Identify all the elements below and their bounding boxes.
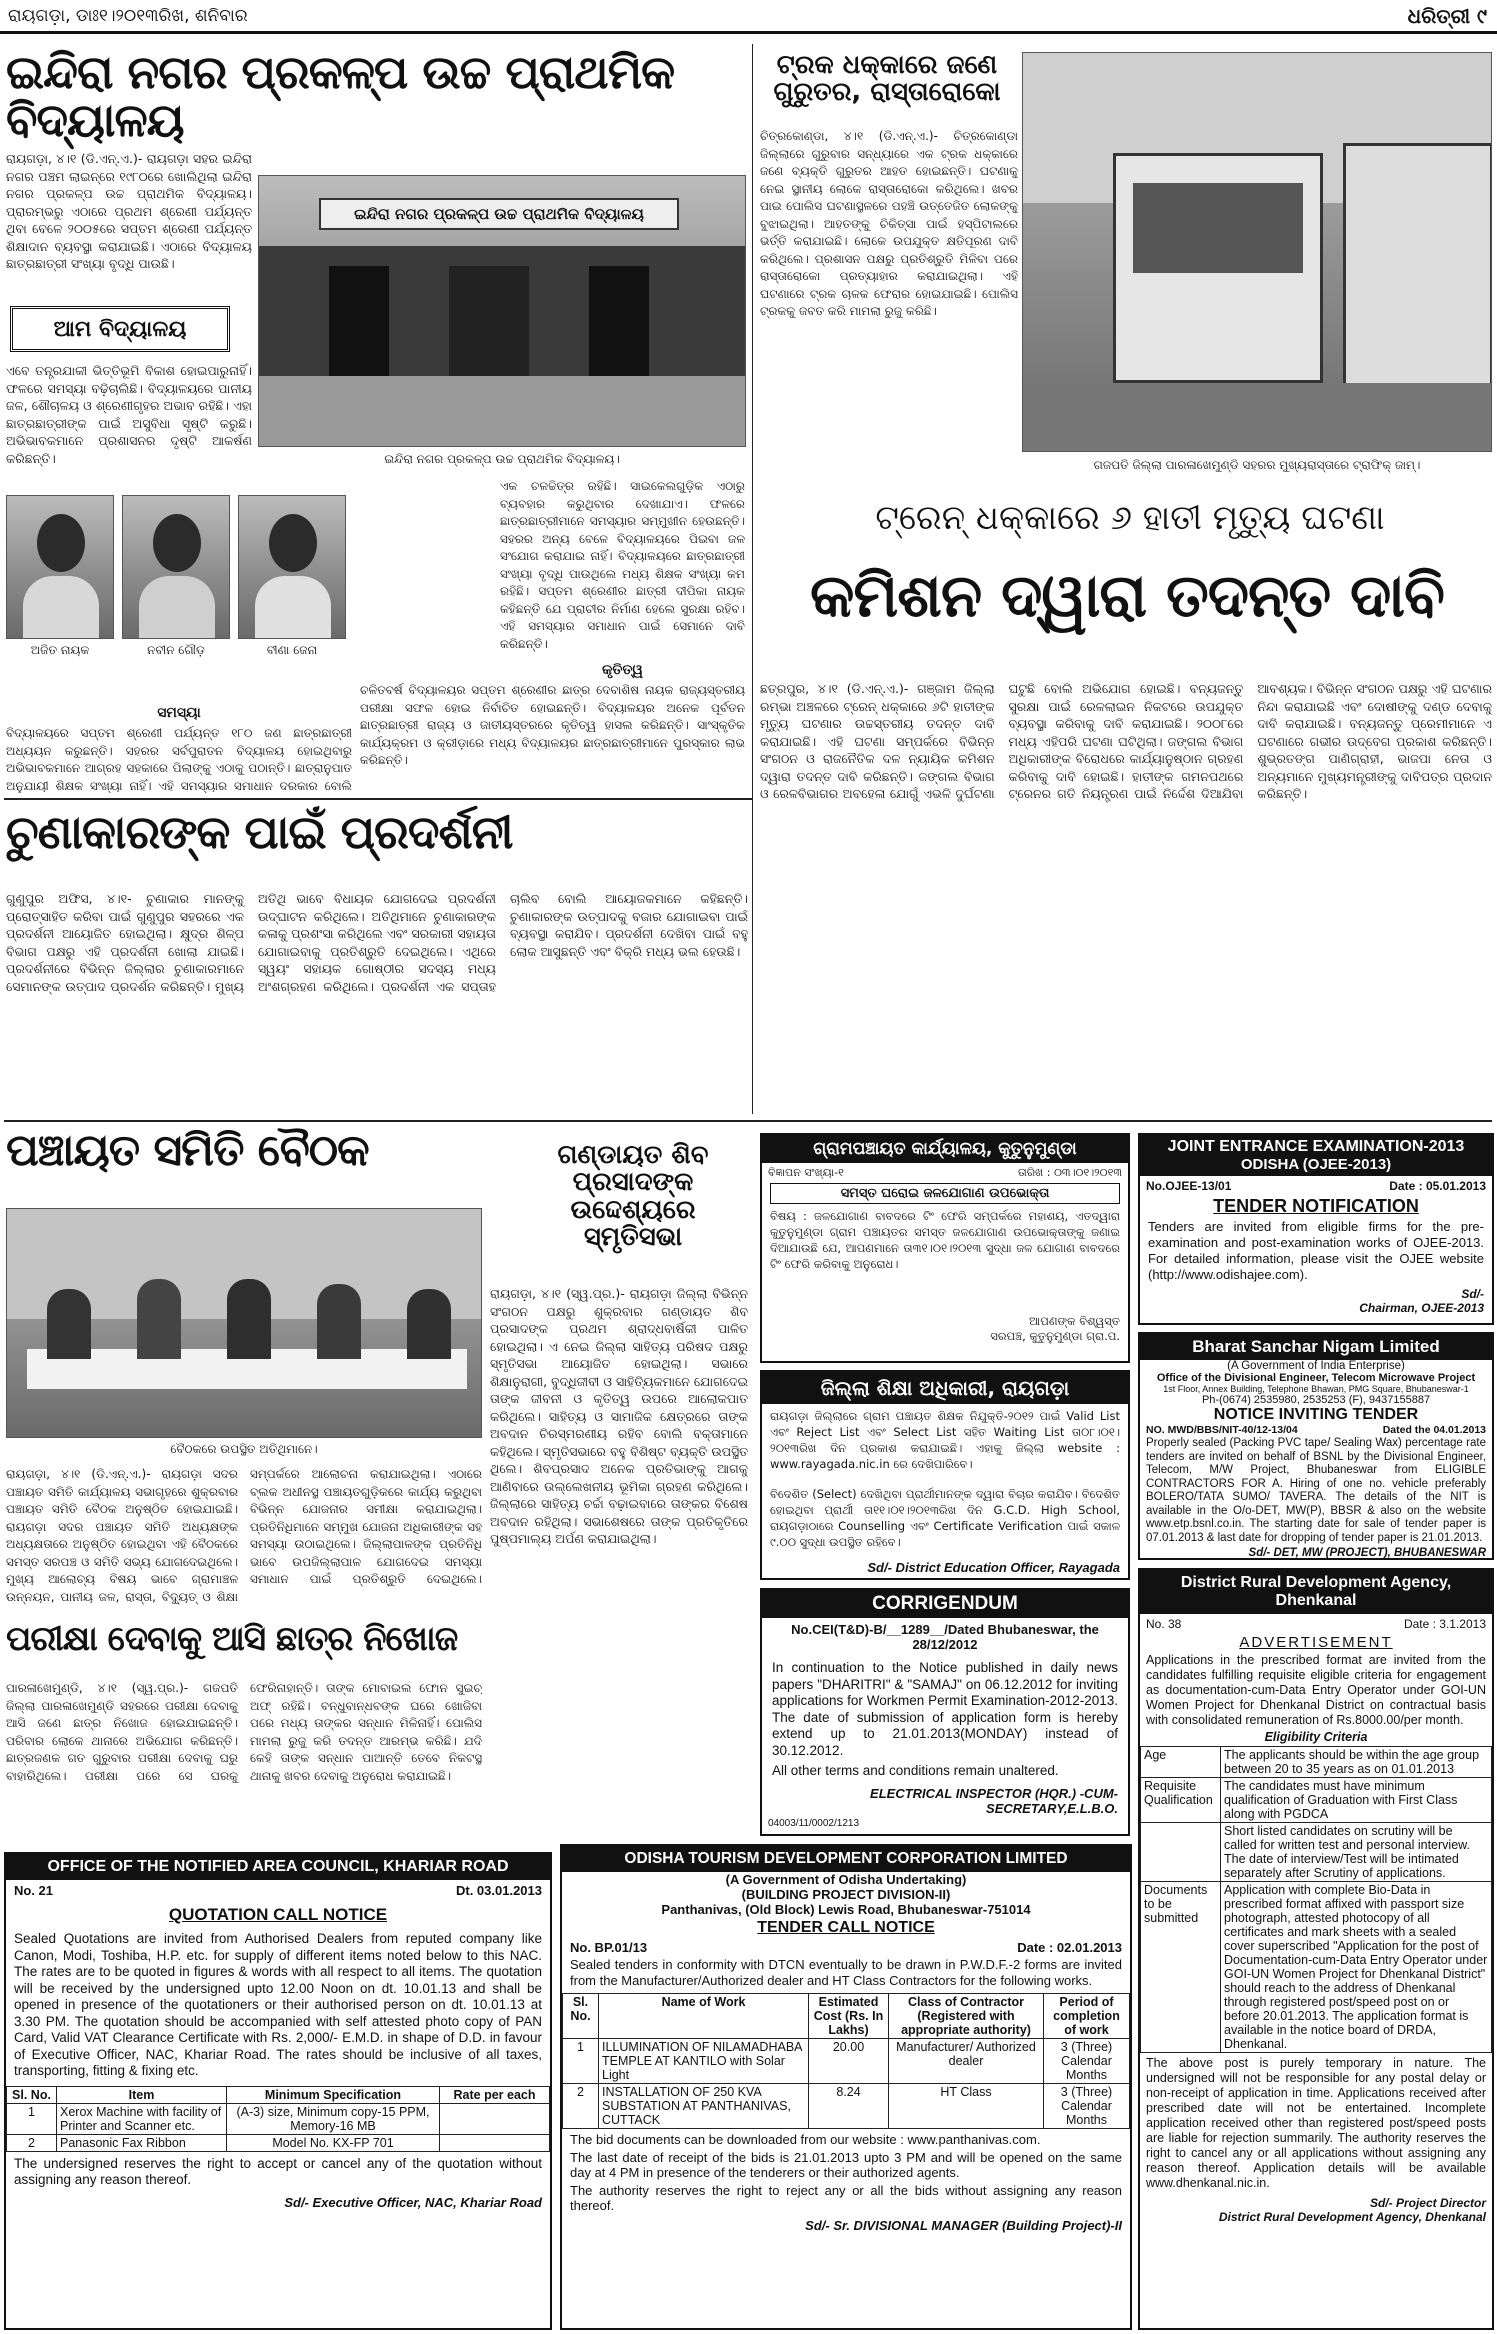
ad-otdc-date: Date : 02.01.2013	[1017, 1940, 1122, 1955]
table-cell: 2	[563, 2084, 599, 2129]
ad-corr-code: 04003/11/0002/1213	[768, 1817, 860, 1829]
section-rule-2	[4, 1120, 1492, 1122]
column-header: Rate per each	[440, 2086, 550, 2103]
table-cell: HT Class	[889, 2084, 1044, 2129]
school-photo-caption: ଇନ୍ଦିରା ନଗର ପ୍ରକଳ୍ପ ଉଚ୍ଚ ପ୍ରାଥମିକ ବିଦ୍ୟାଳୟ।	[384, 452, 620, 466]
story1-tag-label: ଆମ ବିଦ୍ୟାଳୟ	[53, 316, 187, 342]
story3-body: ଛତ୍ରପୁର, ୪।୧ (ଡି.ଏନ୍.ଏ.)- ଗଞ୍ଜାମ ଜିଲ୍ଲା ରମ୍ଭା ଅଞ୍ଚଳରେ ଟ୍ରେନ୍ ଧକ୍କାରେ ୬ଟି ହାତୀଙ୍କ ମୃତ୍ୟୁ ଘଟଣାର ଉଚ୍ଚସ୍ତରୀୟ ତଦନ୍ତ ଦାବି କରାଯାଇଛି। ଏହି ଘଟଣା ସମ୍ପର୍କରେ ବିଭିନ୍ନ ସଂଗଠନ ଓ ରାଜନୈତିକ ଦଳ ନ୍ୟାୟିକ କମିଶନ ଦ୍ୱାରା ତଦନ୍ତ ଦାବି କରିଛନ୍ତି। ଜଙ୍ଗଲ ବିଭାଗ ଓ ରେଳବିଭାଗର ଅବହେଳା ଯୋଗୁଁ ଏଭଳି ଦୁର୍ଘଟଣା ଘଟୁଛି ବୋଲି ଅଭିଯୋଗ ହୋଇଛି। ବନ୍ୟଜନ୍ତୁ ସୁରକ୍ଷା ପାଇଁ ରେଳଲାଇନ ନିକଟରେ ଉପଯୁକ୍ତ ବ୍ୟବସ୍ଥା କରିବାକୁ ଦାବି କରାଯାଇଛି। ୨୦୦୮ରେ ମଧ୍ୟ ଏହିପରି ଘଟଣା ଘଟିଥିଲା। ଜଙ୍ଗଲ ବିଭାଗ ଅଧିକାରୀଙ୍କ ବିରୋଧରେ କାର୍ଯ୍ୟାନୁଷ୍ଠାନ ଗ୍ରହଣ କରିବାକୁ ଦାବି ହୋଇଛି। ହାତୀଙ୍କ ଗମନପଥରେ ଟ୍ରେନର ଗତି ନିୟନ୍ତ୍ରଣ ପାଇଁ ନିର୍ଦ୍ଦେଶ ଦିଆଯିବା ଆବଶ୍ୟକ। ବିଭିନ୍ନ ସଂଗଠନ ପକ୍ଷରୁ ଏହି ଘଟଣାର ନିନ୍ଦା କରାଯାଇଛି ଏବଂ ଦୋଷୀଙ୍କୁ ଦଣ୍ଡ ଦେବାକୁ ଦାବି କରାଯାଇଛି। ବନ୍ୟଜନ୍ତୁ ପ୍ରେମୀମାନେ ଏ ଘଟଣାରେ ଗଭୀର ଉଦ୍‌ବେଗ ପ୍ରକାଶ କରିଛନ୍ତି। ଶୁଭ୍ରତଙ୍ଗ ପାଣିଗ୍ରାହୀ, ଭାଜପା ନେତା ଓ ଅନ୍ୟମାନେ ମୁଖ୍ୟମନ୍ତ୍ରୀଙ୍କୁ ଦାବିପତ୍ର ପ୍ରଦାନ କରିଛନ୍ତି।	[760, 681, 1492, 801]
ad-otdc-table	[562, 1993, 1130, 2129]
ad-ojee-body: Tenders are invited from eligible firms for the pre-examination and post-examination works of OJEE-2013. For detailed information, please visit the OJEE website (http://www.odishajee.com).	[1148, 1219, 1484, 1282]
ad-otdc-note2: The last date of receipt of the bids is 21.01.2013 upto 3 PM and will be opened on the same day at 4 PM in presence of the tenderers or their authorized agents.	[570, 2149, 1122, 2180]
student-photos	[6, 495, 352, 663]
column-rule	[752, 44, 753, 1114]
story7-body: ପାରଳାଖେମୁଣ୍ଡି, ୪।୧ (ସ୍ୱ.ପ୍ର.)- ଗଜପତି ଜିଲ୍ଲା ପାରଳାଖେମୁଣ୍ଡି ସହରରେ ପରୀକ୍ଷା ଦେବାକୁ ଆସି ଜଣେ ଛାତ୍ର ନିଖୋଜ ହୋଇଯାଇଛନ୍ତି। ପରିବାର ଲୋକେ ଥାନାରେ ଅଭିଯୋଗ କରିଛନ୍ତି। ଛାତ୍ରଜଣକ ଗତ ଗୁରୁବାର ପରୀକ୍ଷା ଦେବାକୁ ଘରୁ ବାହାରିଥିଲେ। ପରୀକ୍ଷା ପରେ ସେ ଘରକୁ ଫେରିନାହାନ୍ତି। ତାଙ୍କ ମୋବାଇଲ ଫୋନ ସୁଇଚ୍ ଅଫ୍ ରହିଛି। ବନ୍ଧୁବାନ୍ଧବଙ୍କ ଘରେ ଖୋଜିବା ପରେ ମଧ୍ୟ ତାଙ୍କର ସନ୍ଧାନ ମିଳିନାହିଁ। ପୋଲିସ ମାମଲା ରୁଜୁ କରି ତଦନ୍ତ ଆରମ୍ଭ କରିଛି। ଯଦି କେହି ତାଙ୍କ ସନ୍ଧାନ ପାଆନ୍ତି ତେବେ ନିକଟସ୍ଥ ଥାନାକୁ ଖବର ଦେବାକୁ ଅନୁରୋଧ କରାଯାଇଛି।	[6, 1681, 482, 1783]
ad-nac-sign: Sd/- Executive Officer, NAC, Khariar Road	[284, 2194, 542, 2210]
ad-drda	[1138, 1568, 1494, 2330]
ad-bsnl-title: Bharat Sanchar Nigam Limited	[1140, 1334, 1492, 1360]
ad-drda-intro: Applications in the prescribed format are invited from the candidates fulfilling requisite eligible criteria for engagement as documentation-cum-Data Entry Operator under GOI-UN Women Project for Dhenkanal District on contractual basis with consolidated remuneration of Rs.8000.00/per month.	[1146, 1653, 1486, 1727]
ad-nac-title: OFFICE OF THE NOTIFIED AREA COUNCIL, KHARIAR ROAD	[6, 1854, 550, 1880]
ad-gram-date: ତାରିଖ : ୦୩।୦୧।୨୦୧୩	[1017, 1166, 1122, 1179]
student-name-3: ବୀଣା ଜେନା	[266, 643, 318, 657]
student-name-2: ନବୀନ ଗୌଡ଼	[147, 643, 205, 657]
story2-headline: ଟ୍ରକ ଧକ୍କାରେ ଜଣେ ଗୁରୁତର, ରାସ୍ତାରୋକୋ	[773, 50, 1001, 108]
table-header-row	[7, 2086, 550, 2103]
table-row	[1141, 1882, 1492, 2053]
ad-otdc-note3: The authority reserves the right to reject any or all the bids without assigning any reason thereof.	[570, 2182, 1122, 2213]
ad-bsnl-sub4: Ph-(0674) 2535980, 2535253 (F), 9437155887	[1201, 1394, 1431, 1406]
table-cell: Model No. KX-FP 701	[227, 2134, 440, 2151]
table-cell: (A-3) size, Minimum copy-15 PPM, Memory-16 MB	[227, 2103, 440, 2134]
table-cell	[440, 2134, 550, 2151]
ad-gram-body: ବିଷୟ : ଜଳଯୋଗାଣ ବାବଦରେ ଟିଂ ଫେରି ସମ୍ପର୍କରେ ମହାଶୟ, ଏତଦ୍ୱାରା କୁତୁନୁମୁଣ୍ଡା ଗ୍ରାମ ପଞ୍ଚାୟତର ସମସ୍ତ ଜଳଯୋଗାଣ ଉପଭୋକ୍ତାଙ୍କୁ ଜଣାଇ ଦିଆଯାଉଛି ଯେ, ଆପଣମାନେ ତା୩୧।୦୧।୨୦୧୩ ସୁଦ୍ଧା ଜଳ ଯୋଗାଣ ବାବଦରେ ଟିଂ ଫେରି କରିବାକୁ ଅନୁରୋଧ।	[770, 1209, 1120, 1271]
traffic-photo	[1022, 52, 1492, 452]
meeting-photo-caption: ବୈଠକରେ ଉପସ୍ଥିତ ଅତିଥିମାନେ।	[170, 1442, 318, 1456]
school-sign-text: ଇନ୍ଦିରା ନଗର ପ୍ରକଳ୍ପ ଉଚ୍ଚ ପ୍ରାଥମିକ ବିଦ୍ୟାଳୟ	[354, 205, 644, 223]
ad-gram-sign2: ସରପଞ୍ଚ, କୁତୁନୁମୁଣ୍ଡା ଗ୍ରା.ପ.	[990, 1329, 1120, 1343]
traffic-photo-caption: ଗଜପତି ଜିଲ୍ଲା ପାରଳାଖେମୁଣ୍ଡି ସହରର ମୁଖ୍ୟରାସ୍ତାରେ ଟ୍ରାଫିକ୍ ଜାମ୍।	[1093, 458, 1421, 472]
table-cell: Documents to be submitted	[1141, 1882, 1221, 2053]
ad-drda-sign1: Sd/- Project Director	[1369, 2196, 1486, 2210]
ad-otdc-note1: The bid documents can be downloaded from our website : www.panthanivas.com.	[570, 2132, 1041, 2147]
ad-drda-date: Date : 3.1.2013	[1403, 1617, 1486, 1631]
table-row	[563, 2084, 1130, 2129]
table-cell: The applicants should be within the age group between 20 to 35 years as on 01.01.2013	[1221, 1747, 1492, 1778]
column-header: Period of completion of work	[1044, 1994, 1130, 2039]
ad-otdc-no: No. BP.01/13	[570, 1940, 648, 1955]
ad-gram-sign: ଆପଣଙ୍କ ବିଶ୍ୱସ୍ତ	[1029, 1314, 1120, 1328]
ad-nac-heading: QUOTATION CALL NOTICE	[168, 1905, 388, 1924]
ad-ojee-title1: JOINT ENTRANCE EXAMINATION-2013	[1140, 1135, 1492, 1156]
table-row	[1141, 1778, 1492, 1823]
ad-drda-footer: The above post is purely temporary in nature. The undersigned will not be responsible for any postal delay or non-receipt of application in time. Applications received after prescribed date will not be entertained. Incomplete application received other than registered post/speed posts are liable for rejection summarily. The authority reserves the right to cancel any or all applications without assigning any reason thereof. Application details will be available www.dhenkanal.nic.in.	[1146, 2056, 1486, 2190]
ad-bsnl-sub1: (A Government of India Enterprise)	[1227, 1360, 1405, 1372]
table-cell: 8.24	[809, 2084, 889, 2129]
meeting-photo	[6, 1208, 482, 1438]
table-row	[7, 2103, 550, 2134]
ad-corr-sign: ELECTRICAL INSPECTOR (HQR.) -CUM-SECRETARY,E.L.B.O.	[870, 1785, 1118, 1816]
table-cell: INSTALLATION OF 250 KVA SUBSTATION AT PANTHANIVAS, CUTTACK	[599, 2084, 809, 2129]
ad-otdc	[560, 1844, 1132, 2330]
ad-otdc-heading: TENDER CALL NOTICE	[757, 1919, 935, 1936]
ad-corr-body2: All other terms and conditions remain unaltered.	[772, 1763, 1059, 1778]
story5-body: ରାୟଗଡ଼ା, ୪।୧ (ଡି.ଏନ୍.ଏ.)- ରାୟଗଡ଼ା ସଦର ପଞ୍ଚାୟତ ସମିତି କାର୍ଯ୍ୟାଳୟ ସଭାଗୃହରେ ଶୁକ୍ରବାର ପଞ୍ଚାୟତ ସମିତି ବୈଠକ ଅନୁଷ୍ଠିତ ହୋଇଯାଇଛି। ରାୟଗଡ଼ା ସଦର ପଞ୍ଚାୟତ ସମିତି ଅଧ୍ୟକ୍ଷଙ୍କ ଅଧ୍ୟକ୍ଷତାରେ ଅନୁଷ୍ଠିତ ହୋଇଥିବା ଏହି ବୈଠକରେ ସମସ୍ତ ସରପଞ୍ଚ ଓ ସମିତି ସଭ୍ୟ ଯୋଗଦେଇଥିଲେ। ମୁଖ୍ୟ ଆଲୋଚ୍ୟ ବିଷୟ ଭାବେ ଗ୍ରାମାଞ୍ଚଳ ଉନ୍ନୟନ, ପାନୀୟ ଜଳ, ରାସ୍ତା, ବିଦ୍ୟୁତ୍ ଓ ଶିକ୍ଷା ସମ୍ପର୍କରେ ଆଲୋଚନା କରାଯାଇଥିଲା। ଏଠାରେ ବ୍ଲକ ଅଧୀନସ୍ଥ ପଞ୍ଚାୟତଗୁଡ଼ିକରେ କାର୍ଯ୍ୟ କରୁଥିବା ବିଭିନ୍ନ ଯୋଜନାର ସମୀକ୍ଷା କରାଯାଇଥିଲା। ପ୍ରତିନିଧିମାନେ ସମ୍ମୁଖ ଯୋଜନା ଅଧିକାରୀଙ୍କ ସହ ସମସ୍ୟା ଉଠାଇଥିଲେ। ଜିଲ୍ଲାପାଳଙ୍କ ପ୍ରତିନିଧି ଭାବେ ଉପଜିଲ୍ଲାପାଳ ଯୋଗଦେଇ ସମସ୍ୟା ସମାଧାନ ପାଇଁ ପ୍ରତିଶ୍ରୁତି ଦେଇଥିଲେ।	[6, 1467, 482, 1604]
ad-otdc-sub3: Panthanivas, (Old Block) Lewis Road, Bhubaneswar-751014	[661, 1902, 1031, 1917]
ad-dist-edu-title: ଜିଲ୍ଲା ଶିକ୍ଷା ଅଧିକାରୀ, ରାୟଗଡ଼ା	[762, 1372, 1128, 1404]
table-cell	[440, 2103, 550, 2134]
story1-subhead-duty: କୃତିତ୍ୱ	[602, 662, 643, 678]
ad-otdc-sign: Sd/- Sr. DIVISIONAL MANAGER (Building Project)-II	[805, 2217, 1122, 2233]
table-row	[7, 2134, 550, 2151]
ad-dist-edu-body: ରାୟଗଡ଼ା ଜିଲ୍ଲାରେ ଗ୍ରାମ ପଞ୍ଚାୟତ ଶିକ୍ଷକ ନିଯୁକ୍ତି-୨୦୧୨ ପାଇଁ Valid List ଏବଂ Reject List ଏବଂ Select List ସହିତ Waiting List ତା୦୮।୦୧।୨୦୧୩ରିଖ ଦିନ ପ୍ରକାଶ କରାଯାଇଛି। ଏହାକୁ ଜିଲ୍ଲା website : www.rayagada.nic.in ରେ ଦେଖିପାରିବେ।	[770, 1409, 1120, 1471]
table-row	[563, 2039, 1130, 2084]
ad-drda-criteria-title: Eligibility Criteria	[1264, 1730, 1368, 1744]
ad-corr-ref: No.CEI(T&D)-B/__1289__/Dated Bhubaneswar, the 28/12/2012	[791, 1622, 1099, 1652]
story7-headline: ପରୀକ୍ଷା ଦେବାକୁ ଆସି ଛାତ୍ର ନିଖୋଜ	[6, 1619, 458, 1659]
ad-gram-panchayat	[760, 1133, 1130, 1363]
ad-ojee-sign2: Chairman, OJEE-2013	[1359, 1301, 1484, 1315]
ad-drda-table	[1140, 1746, 1492, 2053]
table-cell: 20.00	[809, 2039, 889, 2084]
school-photo	[258, 175, 746, 447]
ad-nac	[4, 1852, 552, 2330]
story6-headline: ଗଣ୍ଡାୟତ ଶିବ ପ୍ରସାଦଙ୍କ ଉଦ୍ଦେଶ୍ୟରେ ସ୍ମୃତିସଭା	[557, 1140, 709, 1252]
header-dateline: ରାୟଗଡ଼ା, ଡାଃ୧।୨୦୧୩ରିଖ, ଶନିବାର	[8, 6, 248, 26]
story4-body: ଗୁଣୁପୁର ଅଫିସ, ୪।୧- ଚୁଣାକାର ମାନଙ୍କୁ ପ୍ରୋତ୍ସାହିତ କରିବା ପାଇଁ ଗୁଣୁପୁର ସହରରେ ଏକ ପ୍ରଦର୍ଶନୀ ଆୟୋଜିତ ହୋଇଥିଲା। କ୍ଷୁଦ୍ର ଶିଳ୍ପ ବିଭାଗ ପକ୍ଷରୁ ଏହି ପ୍ରଦର୍ଶନୀ ଖୋଲା ଯାଇଛି। ପ୍ରଦର୍ଶନୀରେ ବିଭିନ୍ନ ଜିଲ୍ଲାର ଚୁଣାକାରମାନେ ସେମାନଙ୍କ ଉତ୍ପାଦ ପ୍ରଦର୍ଶନ କରିଛନ୍ତି। ମୁଖ୍ୟ ଅତିଥି ଭାବେ ବିଧାୟକ ଯୋଗଦେଇ ପ୍ରଦର୍ଶନୀ ଉଦ୍‌ଘାଟନ କରିଥିଲେ। ଅତିଥିମାନେ ଚୁଣାକାରଙ୍କ କଳାକୁ ପ୍ରଶଂସା କରିଥିଲେ ଏବଂ ସରକାରୀ ସହାୟତା ଯୋଗାଇବାକୁ ପ୍ରତିଶ୍ରୁତି ଦେଇଥିଲେ। ଏଥିରେ ସ୍ୱୟଂ ସହାୟକ ଗୋଷ୍ଠୀର ସଦସ୍ୟ ମଧ୍ୟ ଅଂଶଗ୍ରହଣ କରିଥିଲେ। ପ୍ରଦର୍ଶନୀ ଏକ ସପ୍ତାହ ଚାଲିବ ବୋଲି ଆୟୋଜକମାନେ କହିଛନ୍ତି। ଚୁଣାକାରଙ୍କ ଉତ୍ପାଦକୁ ବଜାର ଯୋଗାଇବା ପାଇଁ ବ୍ୟବସ୍ଥା କରାଯିବ। ପ୍ରଦର୍ଶନୀ ଦେଖିବା ପାଇଁ ବହୁ ଲୋକ ଆସୁଛନ୍ତି ଏବଂ ବିକ୍ରି ମଧ୍ୟ ଭଲ ହେଉଛି।	[6, 891, 748, 994]
column-header: Sl. No.	[563, 1994, 599, 2039]
ad-corr-body1: In continuation to the Notice published in daily news papers "DHARITRI" & "SAMAJ" on 06.12.2012 for inviting applications for Workmen Permit Examination-2012-2013. The date of submission of application form is hereby extend up to 21.01.2013(MONDAY) instead of 30.12.2012.	[772, 1660, 1118, 1758]
table-cell: 2	[7, 2134, 57, 2151]
table-cell: The candidates must have minimum qualification of Graduation with First Class along with PGDCA	[1221, 1778, 1492, 1823]
ad-ojee	[1138, 1133, 1494, 1325]
ad-corrigendum	[760, 1588, 1130, 1836]
ad-bsnl-date: Dated the 04.01.2013	[1382, 1424, 1486, 1436]
table-cell: Manufacturer/ Authorized dealer	[889, 2039, 1044, 2084]
story1-duty-body: ଚଳିତବର୍ଷ ବିଦ୍ୟାଳୟର ସପ୍ତମ ଶ୍ରେଣୀର ଛାତ୍ର ଦେବାଶିଷ ନାୟକ ରାଜ୍ୟସ୍ତରୀୟ ପରୀକ୍ଷା ସଫଳ ହୋଇ ନିର୍ବାଚିତ ହୋଇଛନ୍ତି। ବିଦ୍ୟାଳୟର ଅନେକ ପୂର୍ବତନ ଛାତ୍ରଛାତ୍ରୀ ରାଜ୍ୟ ଓ ଜାତୀୟସ୍ତରରେ କୃତିତ୍ୱ ହାସଲ କରିଛନ୍ତି। ସାଂସ୍କୃତିକ କାର୍ଯ୍ୟକ୍ରମ ଓ କ୍ରୀଡ଼ାରେ ମଧ୍ୟ ବିଦ୍ୟାଳୟର ଛାତ୍ରଛାତ୍ରୀମାନେ ପୁରସ୍କାର ଲାଭ କରିଛନ୍ତି।	[360, 683, 745, 767]
ad-ojee-date: Date : 05.01.2013	[1389, 1179, 1486, 1193]
ad-nac-table	[6, 2086, 550, 2152]
column-header: Class of Contractor (Registered with appropriate authority)	[889, 1994, 1044, 2039]
ad-bsnl-sub2: Office of the Divisional Engineer, Telecom Microwave Project	[1156, 1372, 1476, 1384]
ad-bsnl-ref: NO. MWD/BBS/NIT-40/12-13/04	[1146, 1424, 1298, 1436]
ad-ojee-title2: ODISHA (OJEE-2013)	[1140, 1156, 1492, 1176]
ad-corr-title: CORRIGENDUM	[762, 1590, 1128, 1618]
ad-gram-subtitle: ସମସ୍ତ ଘରୋଇ ଜଳଯୋଗାଣ ଉପଭୋକ୍ତା	[770, 1183, 1120, 1204]
column-header: Sl. No.	[7, 2086, 57, 2103]
table-cell: Age	[1141, 1747, 1221, 1778]
story6-body: ରାୟଗଡ଼ା, ୪।୧ (ସ୍ୱ.ପ୍ର.)- ରାୟଗଡ଼ା ଜିଲ୍ଲା ବିଭିନ୍ନ ସଂଗଠନ ପକ୍ଷରୁ ଶୁକ୍ରବାର ଗଣ୍ଡାୟତ ଶିବ ପ୍ରସାଦଙ୍କ ପ୍ରଥମ ଶ୍ରାଦ୍ଧବାର୍ଷିକୀ ପାଳିତ ହୋଇଥିଲା। ଏ ନେଇ ଜିଲ୍ଲା ସାହିତ୍ୟ ପରିଷଦ ପକ୍ଷରୁ ସ୍ମୃତିସଭା ଆୟୋଜିତ ହୋଇଥିଲା। ସଭାରେ ଶିକ୍ଷାନୁରାଗୀ, ବୁଦ୍ଧିଜୀବୀ ଓ ସାହିତ୍ୟିକମାନେ ଯୋଗଦେଇ ତାଙ୍କ ଜୀବନୀ ଓ କୃତିତ୍ୱ ଉପରେ ଆଲୋକପାତ କରିଥିଲେ। ସାହିତ୍ୟ ଓ ସାମାଜିକ କ୍ଷେତ୍ରରେ ତାଙ୍କ ଅବଦାନ ଚିରସ୍ମରଣୀୟ ରହିବ ବୋଲି ବକ୍ତାମାନେ କହିଥିଲେ। ସ୍ମୃତିସଭାରେ ବହୁ ବିଶିଷ୍ଟ ବ୍ୟକ୍ତି ଉପସ୍ଥିତ ଥିଲେ। ଶିବପ୍ରସାଦ ଅନେକ ପ୍ରତିଭାଙ୍କୁ ଆଗକୁ ଆଣିବାରେ ଉଲ୍ଲେଖନୀୟ ଭୂମିକା ଗ୍ରହଣ କରିଥିଲେ। ଜିଲ୍ଲାରେ ସାହିତ୍ୟ ଚର୍ଚ୍ଚା ବଢ଼ାଇବାରେ ତାଙ୍କର ବିଶେଷ ଅବଦାନ ରହିଥିଲା। ସଭାଶେଷରେ ତାଙ୍କ ପ୍ରତିକୃତିରେ ପୁଷ୍ପମାଲ୍ୟ ଅର୍ପଣ କରାଯାଇଥିଲା।	[490, 1286, 748, 1546]
table-cell: Requisite Qualification	[1141, 1778, 1221, 1823]
story1-problem-body: ବିଦ୍ୟାଳୟରେ ସପ୍ତମ ଶ୍ରେଣୀ ପର୍ଯ୍ୟନ୍ତ ୧୮୦ ଜଣ ଛାତ୍ରଛାତ୍ରୀ ଅଧ୍ୟୟନ କରୁଛନ୍ତି। ସହରର ସର୍ବପୁରାତନ ବିଦ୍ୟାଳୟ ହୋଇଥିବାରୁ ଅଭିଭାବକମାନେ ଆଗ୍ରହ ସହକାରେ ପିଲାଙ୍କୁ ଏଠାକୁ ପଠାନ୍ତି। ଛାତ୍ରାନୁପାତ ଅନୁଯାୟୀ ଶିକ୍ଷକ ସଂଖ୍ୟା ନାହିଁ। ଏହି ସମସ୍ୟାର ସମାଧାନ ଦରକାର ବୋଲି	[6, 726, 352, 793]
ad-otdc-sub1: (A Government of Odisha Undertaking)	[725, 1872, 967, 1887]
ad-bsnl-body: Properly sealed (Packing PVC tape/ Sealing Wax) percentage rate tenders are invited on behalf of BSNL by the Divisional Engineer, Telecom, M/W Project, Bhubaneswar from ELIGIBLE CONTRACTORS FOR A. Hiring of one no. vehicle preferably BOLERO/TATA SUMO/ TAVERA. The details of the NIT is available in the O/o-DET, MW(P), BBSR & also on the website www.etp.bsnl.co.in. The starting date for sale of tender paper is 07.01.2013 & last date for dropping of tender paper is 21.01.2013.	[1146, 1437, 1486, 1544]
ad-otdc-intro: Sealed tenders in conformity with DTCN eventually to be drawn in P.W.D.F.-2 forms are invited from the Manufacturer/Authorized dealer and HT Class Contractors for the following works.	[570, 1957, 1122, 1988]
story1-headline: ଇନ୍ଦିରା ନଗର ପ୍ରକଳ୍ପ ଉଚ୍ଚ ପ୍ରାଥମିକ ବିଦ୍ୟାଳୟ	[6, 45, 675, 148]
ad-bsnl	[1138, 1332, 1494, 1560]
header-page-number: ଧରିତ୍ରୀ ୯	[1407, 4, 1487, 28]
story3-headline: କମିଶନ ଦ୍ୱାରା ତଦନ୍ତ ଦାବି	[810, 561, 1444, 631]
ad-ojee-sign1: Sd/-	[1461, 1287, 1484, 1301]
ad-nac-footer: The undersigned reserves the right to accept or cancel any of the quotation without assigning any reason thereof.	[14, 2155, 542, 2187]
ad-drda-sign2: District Rural Development Agency, Dhenkanal	[1218, 2210, 1486, 2224]
ad-nac-date: Dt. 03.01.2013	[455, 1883, 542, 1898]
table-cell: ILLUMINATION OF NILAMADHABA TEMPLE AT KANTILO with Solar Light	[599, 2039, 809, 2084]
column-header: Name of Work	[599, 1994, 809, 2039]
ad-ojee-no: No.OJEE-13/01	[1146, 1179, 1232, 1193]
table-cell: Xerox Machine with facility of Printer and Scanner etc.	[57, 2103, 227, 2134]
ad-district-education	[760, 1370, 1130, 1580]
school-sign	[319, 198, 679, 230]
student-name-1: ଅଜିତ ନାୟକ	[30, 643, 90, 657]
ad-otdc-sub2: (BUILDING PROJECT DIVISION-II)	[741, 1887, 951, 1902]
ad-dist-edu-body2: ବିଦେଶିତ (Select) ଦେଖିଥିବା ପ୍ରାର୍ଥୀମାନଙ୍କ ଦ୍ୱାରା ବିଚାର କରାଯିବ। ବିଦେଶିତ ହୋଇଥିବା ପ୍ରାର୍ଥୀ ତା୧୧।୦୧।୨୦୧୩ରିଖ ଦିନ G.C.D. High School, ରାୟଗଡ଼ାଠାରେ Counselling ଏବଂ Certificate Verification ପାଇଁ ସକାଳ ୯.୦୦ ସୁଦ୍ଧା ଉପସ୍ଥିତ ରହିବେ।	[770, 1487, 1120, 1549]
story1-subhead-problem: ସମସ୍ୟା	[157, 705, 201, 721]
table-row	[1141, 1747, 1492, 1778]
ad-ojee-heading: TENDER NOTIFICATION	[1213, 1196, 1419, 1216]
table-header-row	[563, 1994, 1130, 2039]
ad-otdc-title: ODISHA TOURISM DEVELOPMENT CORPORATION LIMITED	[562, 1846, 1130, 1872]
section-rule	[4, 798, 752, 800]
ad-nac-body: Sealed Quotations are invited from Authorised Dealers from reputed company like Canon, Modi, Toshiba, H.P. etc. for supply of different items noted below to this NAC. The rates are to be quoted in figures & words with all respect to all items. The quotation will be received by the undersigned upto 12.00 Noon on dt. 10.01.13 and shall be opened in presence of the quotationers or their authorised person on dt. 10.01.13 at 3.30 PM. The quotation should be accompanied with self attested photo copy of PAN Card, Valid VAT Clearance Certificate with Rs. 2,000/- E.M.D. in shape of D.D. in favour of Executive Officer, NAC, Khariar Road. The rates should be inclusive of all taxes, transporting, fitting & fixing etc.	[14, 1931, 542, 2078]
table-cell: Panasonic Fax Ribbon	[57, 2134, 227, 2151]
ad-drda-heading: ADVERTISEMENT	[1239, 1634, 1393, 1651]
table-cell: 1	[7, 2103, 57, 2134]
story3-kicker: ଟ୍ରେନ୍ ଧକ୍କାରେ ୬ ହାତୀ ମୃତ୍ୟୁ ଘଟଣା	[875, 498, 1385, 538]
table-cell: 1	[563, 2039, 599, 2084]
ad-nac-no: No. 21	[14, 1883, 54, 1898]
story1-intro: ରାୟଗଡ଼ା, ୪।୧ (ଡି.ଏନ୍.ଏ.)- ରାୟଗଡ଼ା ସହର ଇନ୍ଦିରା ନଗର ପଞ୍ଚମ ଲାଇନ୍‌ରେ ୧୯୮୦ରେ ଖୋଲିଥିଲା ଇନ୍ଦିରା ନଗର ପ୍ରକଳ୍ପ ଉଚ୍ଚ ପ୍ରାଥମିକ ବିଦ୍ୟାଳୟ। ପ୍ରାରମ୍ଭରୁ ଏଠାରେ ପ୍ରଥମ ଶ୍ରେଣୀ ପର୍ଯ୍ୟନ୍ତ ଥିବା ବେଳେ ୨୦୦୫ରେ ସପ୍ତମ ଶ୍ରେଣୀ ପର୍ଯ୍ୟନ୍ତ ଶିକ୍ଷାଦାନ ବ୍ୟବସ୍ଥା କରାଯାଇଛି। ଏଠାରେ ବିଦ୍ୟାଳୟ ଛାତ୍ରଛାତ୍ରୀ ସଂଖ୍ୟା ବୃଦ୍ଧି ପାଉଛି।	[6, 151, 252, 271]
ad-bsnl-heading: NOTICE INVITING TENDER	[1213, 1406, 1419, 1423]
table-cell: 3 (Three) Calendar Months	[1044, 2084, 1130, 2129]
table-row	[1141, 1823, 1492, 1882]
table-cell	[1141, 1823, 1221, 1882]
column-header: Estimated Cost (Rs. In Lakhs)	[809, 1994, 889, 2039]
table-cell: Short listed candidates on scrutiny will be called for written test and personal interview. The date of interview/Test will be intimated separately after Scrutiny of applications.	[1221, 1823, 1492, 1882]
story2-body: ଚିତ୍ରକୋଣ୍ଡା, ୪।୧ (ଡି.ଏନ୍.ଏ.)- ଚିତ୍ରକୋଣ୍ଡା ଜିଲ୍ଲାରେ ଗୁରୁବାର ସନ୍ଧ୍ୟାରେ ଏକ ଟ୍ରକ ଧକ୍କାରେ ଜଣେ ବ୍ୟକ୍ତି ଗୁରୁତର ଆହତ ହୋଇଛନ୍ତି। ଘଟଣାକୁ ନେଇ ସ୍ଥାନୀୟ ଲୋକେ ରାସ୍ତାରୋକୋ କରିଥିଲେ। ଖବର ପାଇ ପୋଲିସ ଘଟଣାସ୍ଥଳରେ ପହଞ୍ଚି ଉତ୍ତେଜିତ ଲୋକଙ୍କୁ ବୁଝାଇଥିଲା। ଆହତଙ୍କୁ ଚିକିତ୍ସା ପାଇଁ ହସ୍ପିଟାଲରେ ଭର୍ତ୍ତି କରାଯାଇଛି। ଲୋକେ ଉପଯୁକ୍ତ କ୍ଷତିପୂରଣ ଦାବି କରିଥିଲେ। ପ୍ରଶାସନ ପକ୍ଷରୁ ପ୍ରତିଶ୍ରୁତି ମିଳିବା ପରେ ରାସ୍ତାରୋକୋ ପ୍ରତ୍ୟାହାର କରାଯାଇଥିଲା। ଏହି ଘଟଣାରେ ଟ୍ରକ ଚାଳକ ଫେରାର ହୋଇଯାଇଛି। ପୋଲିସ ଟ୍ରକକୁ ଜବତ କରି ମାମଲା ରୁଜୁ କରିଛି।	[760, 129, 1018, 318]
page-header	[0, 0, 1497, 34]
column-header: Minimum Specification	[227, 2086, 440, 2103]
ad-bsnl-sign: Sd/- DET, MW (PROJECT), BHUBANESWAR	[1248, 1547, 1486, 1559]
ad-drda-title: District Rural Development Agency, Dhenkanal	[1140, 1570, 1492, 1614]
story1-tag	[10, 306, 230, 352]
story4-headline: ଚୁଣାକାରଙ୍କ ପାଇଁ ପ୍ରଦର୍ଶନୀ	[6, 805, 513, 859]
story5-headline: ପଞ୍ଚାୟତ ସମିତି ବୈଠକ	[6, 1125, 369, 1176]
ad-drda-no: No. 38	[1146, 1617, 1182, 1631]
ad-gram-notice-no: ବିଜ୍ଞାପନ ସଂଖ୍ୟା-୧	[768, 1166, 844, 1179]
story1-col2: ଏକ ଚଳଚ୍ଚିତ୍ର ରହିଛି। ସାଇକେଲଗୁଡ଼ିକ ଏଠାରୁ ବ୍ୟବହାର କରୁଥିବାର ଦେଖାଯାଏ। ଫଳରେ ଛାତ୍ରଛାତ୍ରୀମାନେ ସମସ୍ୟାର ସମ୍ମୁଖୀନ ହେଉଛନ୍ତି। ସହରର ଅନ୍ୟ ବେଳେ ବିଦ୍ୟାଳୟରେ ପିଇବା ଜଳ ସଂଯୋଗ କରାଯାଇ ନାହିଁ। ବିଦ୍ୟାଳୟରେ ଛାତ୍ରଛାତ୍ରୀ ସଂଖ୍ୟା ବୃଦ୍ଧି ପାଉଥିଲେ ମଧ୍ୟ ଶିକ୍ଷକ ସଂଖ୍ୟା କମ ରହିଛି। ସପ୍ତମ ଶ୍ରେଣୀର ଛାତ୍ରୀ ଦୀପିକା ନାୟକ କହିଛନ୍ତି ଯେ ପ୍ରାଚୀର ନିର୍ମାଣ ହେଲେ ସୁରକ୍ଷା ରହିବ। ଏହି ସମସ୍ୟାର ସମାଧାନ ପାଇଁ ସେମାନେ ଦାବି କରିଛନ୍ତି।	[500, 479, 745, 651]
table-cell: Application with complete Bio-Data in prescribed format affixed with passport size photograph, attested photocopy of all certificates and mark sheets with a sealed cover superscribed "Application for the post of Documentation-cum-Data Entry Operator under GOI-UN Women Project for Dhenkanal District" should reach to the address of Dhenkanal through registered post/speed post on or before 20.01.2013. The application format is available in the notice board of DRDA, Dhenkanal.	[1221, 1882, 1492, 2053]
ad-gram-title: ଗ୍ରାମପଞ୍ଚାୟତ କାର୍ଯ୍ୟାଳୟ, କୁତୁନୁମୁଣ୍ଡା	[762, 1135, 1128, 1163]
ad-bsnl-sub3: 1st Floor, Annex Building, Telephone Bhawan, PMG Square, Bhubaneswar-1	[1163, 1384, 1469, 1394]
column-header: Item	[57, 2086, 227, 2103]
story1-body2: ଏବେ ତନ୍ତ୍ରଯାକୀ ଭିତ୍ତିଭୂମି ବିକାଶ ହୋଇପାରୁନାହିଁ। ଫଳରେ ସମସ୍ୟା ବଢ଼ିଚାଲିଛି। ବିଦ୍ୟାଳୟରେ ପାନୀୟ ଜଳ, ଶୌଚାଳୟ ଓ ଶ୍ରେଣୀଗୃହର ଅଭାବ ରହିଛି। ଏହା ଛାତ୍ରଛାତ୍ରୀଙ୍କ ପାଇଁ ଅସୁବିଧା ସୃଷ୍ଟି କରୁଛି। ଅଭିଭାବକମାନେ ପ୍ରଶାସନର ଦୃଷ୍ଟି ଆକର୍ଷଣ କରିଛନ୍ତି।	[6, 363, 252, 466]
table-cell: 3 (Three) Calendar Months	[1044, 2039, 1130, 2084]
ad-dist-edu-sign: Sd/- District Education Officer, Rayagada	[867, 1560, 1120, 1575]
